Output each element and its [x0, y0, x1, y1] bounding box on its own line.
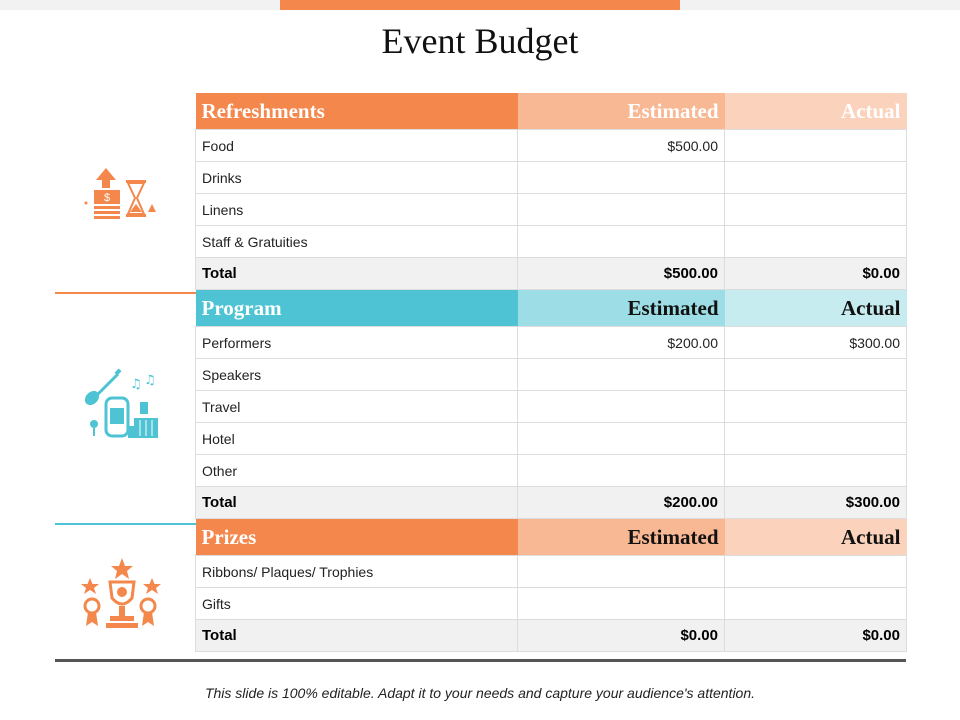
section-divider	[55, 523, 196, 525]
table-row	[196, 359, 907, 391]
total-actual: $0.00	[725, 620, 907, 652]
item-actual	[725, 391, 907, 423]
item-estimated	[518, 423, 725, 455]
item-actual	[725, 194, 907, 226]
total-estimated: $200.00	[518, 487, 725, 519]
item-estimated	[518, 359, 725, 391]
item-estimated: $200.00	[518, 327, 725, 359]
item-actual	[725, 130, 907, 162]
table-row	[196, 391, 907, 423]
item-actual	[725, 162, 907, 194]
table-row	[196, 130, 907, 162]
section-divider	[55, 292, 196, 294]
budget-table	[195, 93, 907, 652]
item-label: Hotel	[196, 423, 518, 455]
item-actual	[725, 588, 907, 620]
table-row	[196, 455, 907, 487]
total-label: Total	[196, 487, 518, 519]
section-header-prizes	[196, 519, 907, 556]
item-actual	[725, 455, 907, 487]
actual-header: Actual	[725, 290, 907, 327]
item-actual	[725, 359, 907, 391]
footer-note: This slide is 100% editable. Adapt it to your needs and capture your audience's attention.	[204, 685, 756, 701]
trophy-stars-icon	[80, 556, 164, 632]
svg-text:♫: ♫	[130, 377, 142, 392]
item-label: Gifts	[196, 588, 518, 620]
item-label: Other	[196, 455, 518, 487]
item-label: Staff & Gratuities	[196, 226, 518, 258]
item-actual	[725, 556, 907, 588]
total-row	[196, 487, 907, 519]
estimated-header: Estimated	[518, 93, 725, 130]
item-label: Food	[196, 130, 518, 162]
table-row	[196, 423, 907, 455]
table-row	[196, 162, 907, 194]
item-estimated	[518, 194, 725, 226]
section-header-refreshments	[196, 93, 907, 130]
estimated-header: Estimated	[518, 519, 725, 556]
item-estimated	[518, 391, 725, 423]
guitar-luggage-icon	[82, 368, 162, 442]
item-estimated	[518, 455, 725, 487]
total-row	[196, 620, 907, 652]
item-actual	[725, 423, 907, 455]
section-header-program	[196, 290, 907, 327]
item-estimated	[518, 588, 725, 620]
actual-header: Actual	[725, 93, 907, 130]
item-estimated: $500.00	[518, 130, 725, 162]
total-actual: $0.00	[725, 258, 907, 290]
table-row	[196, 226, 907, 258]
table-row	[196, 556, 907, 588]
table-row	[196, 327, 907, 359]
item-label: Linens	[196, 194, 518, 226]
item-label: Drinks	[196, 162, 518, 194]
money-hourglass-icon	[82, 166, 162, 222]
item-estimated	[518, 226, 725, 258]
table-row	[196, 194, 907, 226]
item-label: Ribbons/ Plaques/ Trophies	[196, 556, 518, 588]
actual-header: Actual	[725, 519, 907, 556]
item-label: Performers	[196, 327, 518, 359]
total-label: Total	[196, 258, 518, 290]
item-label: Speakers	[196, 359, 518, 391]
total-estimated: $0.00	[518, 620, 725, 652]
section-title: Refreshments	[196, 93, 518, 130]
total-estimated: $500.00	[518, 258, 725, 290]
item-estimated	[518, 162, 725, 194]
item-estimated	[518, 556, 725, 588]
item-actual: $300.00	[725, 327, 907, 359]
section-title: Prizes	[196, 519, 518, 556]
estimated-header: Estimated	[518, 290, 725, 327]
top-accent-bar	[280, 0, 680, 10]
item-label: Travel	[196, 391, 518, 423]
item-actual	[725, 226, 907, 258]
total-label: Total	[196, 620, 518, 652]
section-title: Program	[196, 290, 518, 327]
svg-text:$: $	[103, 192, 111, 204]
total-row	[196, 258, 907, 290]
svg-text:♫: ♫	[144, 373, 156, 388]
table-bottom-rule	[55, 659, 906, 662]
total-actual: $300.00	[725, 487, 907, 519]
page-title: Event Budget	[381, 21, 579, 61]
table-row	[196, 588, 907, 620]
